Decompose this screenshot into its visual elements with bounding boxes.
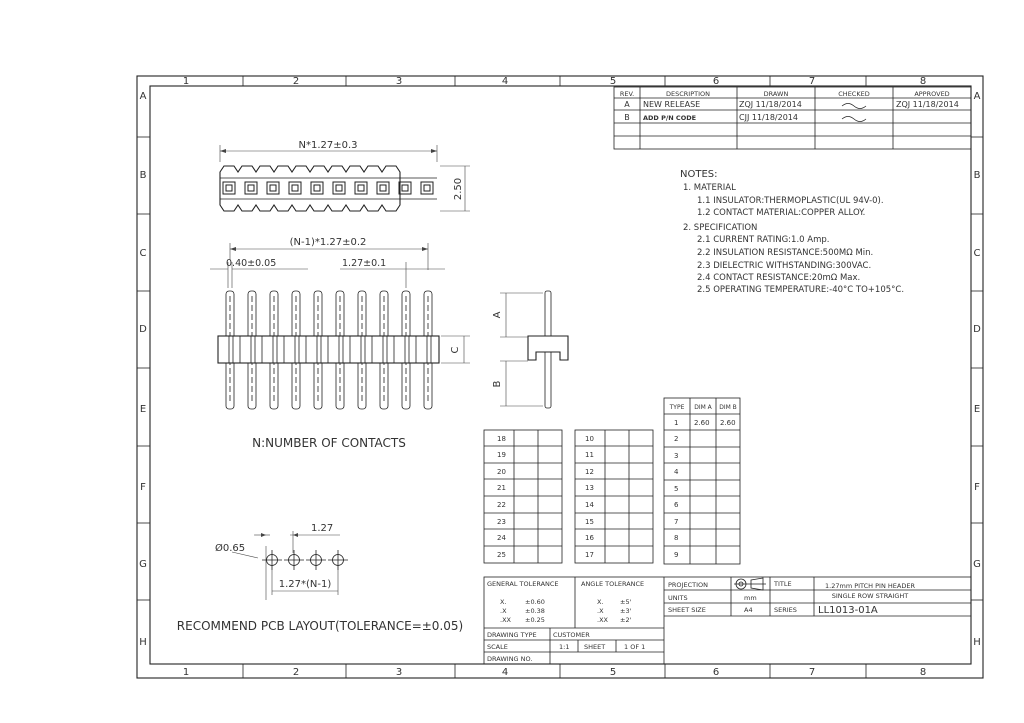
zone-col-3-top: 3 [395,76,403,87]
count-left-6: 23 [497,518,506,526]
rev-header-drawn: DRAWN [763,90,789,98]
gt-row-2-value: ±0.38 [525,607,545,615]
gt-row-3-value: ±0.25 [525,616,545,624]
title-line-1: 1.27mm PITCH PIN HEADER [825,582,915,590]
rev-a-approved: ZQJ 11/18/2014 [896,100,959,109]
zone-row-f-left: F [140,482,146,493]
front-view-caption: N:NUMBER OF CONTACTS [252,436,406,450]
zone-row-e-right: E [973,404,981,415]
count-table-mid [575,430,653,563]
count-mid-7: 16 [585,534,594,542]
zone-rows [139,91,981,648]
dim-type-1: 1 [674,419,679,427]
dim-table [664,398,740,564]
drawing-type-label: DRAWING TYPE [487,631,537,639]
zone-col-2-top: 2 [292,76,300,87]
dim-type-7: 7 [674,518,679,526]
zone-col-6-top: 6 [712,76,720,87]
sheet-size-value: A4 [744,606,753,614]
gt-row-1-value: ±0.60 [525,598,545,606]
zone-row-c-left: C [139,248,147,259]
zone-col-4-bottom: 4 [501,667,509,678]
zone-row-a-left: A [139,91,147,102]
count-mid-2: 11 [585,451,594,459]
zone-col-6-bottom: 6 [712,667,720,678]
gt-row-2-label: .X [500,607,507,615]
pcb-span-dim: 1.27*(N-1) [278,579,332,590]
rev-a-desc: NEW RELEASE [643,100,701,109]
dim-type-3: 3 [674,452,679,460]
dim-table-header-b: DIM B [719,404,737,411]
zone-row-d-right: D [973,324,981,335]
front-view-pin-dim: 0.40±0.05 [226,258,277,269]
dim-type-4: 4 [674,468,679,476]
dim-type-8: 8 [674,534,679,542]
sheet-value: 1 OF 1 [624,643,646,651]
dim-type-2: 2 [674,435,679,443]
count-left-1: 18 [497,435,506,443]
title-line-2: SINGLE ROW STRAIGHT [831,592,909,600]
scale-value: 1:1 [559,643,570,651]
front-view [210,237,470,450]
zone-row-c-right: C [973,248,981,259]
series-label: SERIES [774,606,797,614]
zone-col-5-bottom: 5 [609,667,617,678]
zone-col-2-bottom: 2 [292,667,300,678]
front-view-pitch-dim: 1.27±0.1 [342,258,387,269]
count-mid-3: 12 [585,468,594,476]
zone-row-e-left: E [139,404,147,415]
notes-title: NOTES: [680,169,718,180]
rev-a-id: A [624,100,630,109]
count-left-7: 24 [497,534,506,542]
count-mid-8: 17 [585,551,594,559]
general-tolerance-label: GENERAL TOLERANCE [487,580,559,588]
zone-col-4-top: 4 [501,76,509,87]
dim-table-header-type: TYPE [669,404,685,411]
pcb-caption: RECOMMEND PCB LAYOUT(TOLERANCE=±0.05) [176,619,464,633]
top-view-length-dim: N*1.27±0.3 [298,140,358,151]
front-view-span-dim: (N-1)*1.27±0.2 [289,237,367,248]
at-row-2-label: .X [597,607,604,615]
side-view [492,291,568,408]
zone-col-1-top: 1 [182,76,190,87]
revision-block [614,87,971,149]
notes-line-4: 2. SPECIFICATION [683,223,758,233]
sheet-size-label: SHEET SIZE [668,606,706,614]
rev-header-desc: DESCRIPTION [666,90,710,98]
top-view-pins [223,182,433,194]
notes-block [680,169,904,295]
gt-row-1-label: X. [500,598,507,606]
top-view [220,140,470,211]
count-left-3: 20 [497,468,506,476]
at-row-3-label: .XX [597,616,608,624]
count-mid-6: 15 [585,518,594,526]
notes-line-9: 2.5 OPERATING TEMPERATURE:-40°C TO+105°C. [697,285,905,295]
dim-type-9: 9 [674,551,679,559]
dim-type-5: 5 [674,485,679,493]
rev-header-checked: CHECKED [838,90,870,98]
rev-header-rev: REV. [619,90,635,98]
title-block [484,577,971,664]
zone-row-f-right: F [974,482,980,493]
at-row-1-value: ±5' [620,598,632,606]
zone-row-h-left: H [139,637,147,648]
pcb-holes [262,550,348,570]
zone-row-ticks [137,137,983,600]
rev-a-checked-squiggle [842,104,866,109]
notes-line-5: 2.1 CURRENT RATING:1.0 Amp. [697,235,830,245]
angle-tolerance-label: ANGLE TOLERANCE [581,580,645,588]
top-view-height-dim: 2.50 [453,177,464,201]
series-value: LL1013-01A [818,605,878,616]
side-view-a-dim: A [492,311,503,319]
zone-row-b-right: B [973,170,981,181]
dim-b-1: 2.60 [720,419,736,427]
zone-col-1-bottom: 1 [182,667,190,678]
pcb-dia-dim: Ø0.65 [215,543,246,554]
units-label: UNITS [668,594,688,602]
count-table-left [484,430,562,563]
zone-row-h-right: H [973,637,981,648]
projection-label: PROJECTION [668,581,708,589]
rev-header-approved: APPROVED [914,90,950,98]
gt-row-3-label: .XX [500,616,511,624]
zone-row-g-right: G [973,559,981,570]
zone-col-7-bottom: 7 [808,667,816,678]
rev-b-checked-squiggle [842,117,866,122]
rev-a-drawn: ZQJ 11/18/2014 [739,100,802,109]
count-mid-5: 14 [585,501,594,509]
notes-line-7: 2.3 DIELECTRIC WITHSTANDING:300VAC. [697,261,872,271]
zone-row-g-left: G [139,559,147,570]
zone-row-d-left: D [139,324,147,335]
count-left-4: 21 [497,484,506,492]
sheet-label: SHEET [584,643,606,651]
zone-row-a-right: A [973,91,981,102]
customer-label: CUSTOMER [553,631,590,639]
dim-a-1: 2.60 [694,419,710,427]
count-mid-4: 13 [585,484,594,492]
zone-col-3-bottom: 3 [395,667,403,678]
front-view-c-dim: C [450,346,461,354]
zone-col-7-top: 7 [808,76,816,87]
notes-line-2: 1.1 INSULATOR:THERMOPLASTIC(UL 94V-0). [697,196,884,206]
title-label: TITLE [774,580,792,588]
count-left-8: 25 [497,551,506,559]
side-view-housing [528,336,568,360]
zone-col-5-top: 5 [609,76,617,87]
notes-line-6: 2.2 INSULATION RESISTANCE:500MΩ Min. [697,248,874,258]
drawing-no-label: DRAWING NO. [487,655,533,663]
side-view-b-dim: B [492,380,503,388]
projection-symbol-icon [734,578,766,590]
at-row-1-label: X. [597,598,604,606]
notes-line-1: 1. MATERIAL [683,183,736,193]
count-mid-1: 10 [585,435,594,443]
count-left-5: 22 [497,501,506,509]
units-value: mm [744,594,757,602]
rev-b-id: B [624,113,630,122]
notes-line-8: 2.4 CONTACT RESISTANCE:20mΩ Max. [697,273,861,283]
top-view-housing [220,166,400,211]
scale-label: SCALE [487,643,508,651]
zone-col-8-top: 8 [919,76,927,87]
pcb-pitch-dim: 1.27 [311,523,334,534]
pcb-layout [177,523,463,633]
zone-row-b-left: B [139,170,147,181]
at-row-2-value: ±3' [620,607,632,615]
rev-b-drawn: CJJ 11/18/2014 [739,113,798,122]
dim-type-6: 6 [674,501,679,509]
at-row-3-value: ±2' [620,616,632,624]
rev-b-desc: ADD P/N CODE [643,114,697,122]
notes-line-3: 1.2 CONTACT MATERIAL:COPPER ALLOY. [697,208,866,218]
count-left-2: 19 [497,451,506,459]
zone-col-8-bottom: 8 [919,667,927,678]
dim-table-header-a: DIM A [694,404,712,411]
